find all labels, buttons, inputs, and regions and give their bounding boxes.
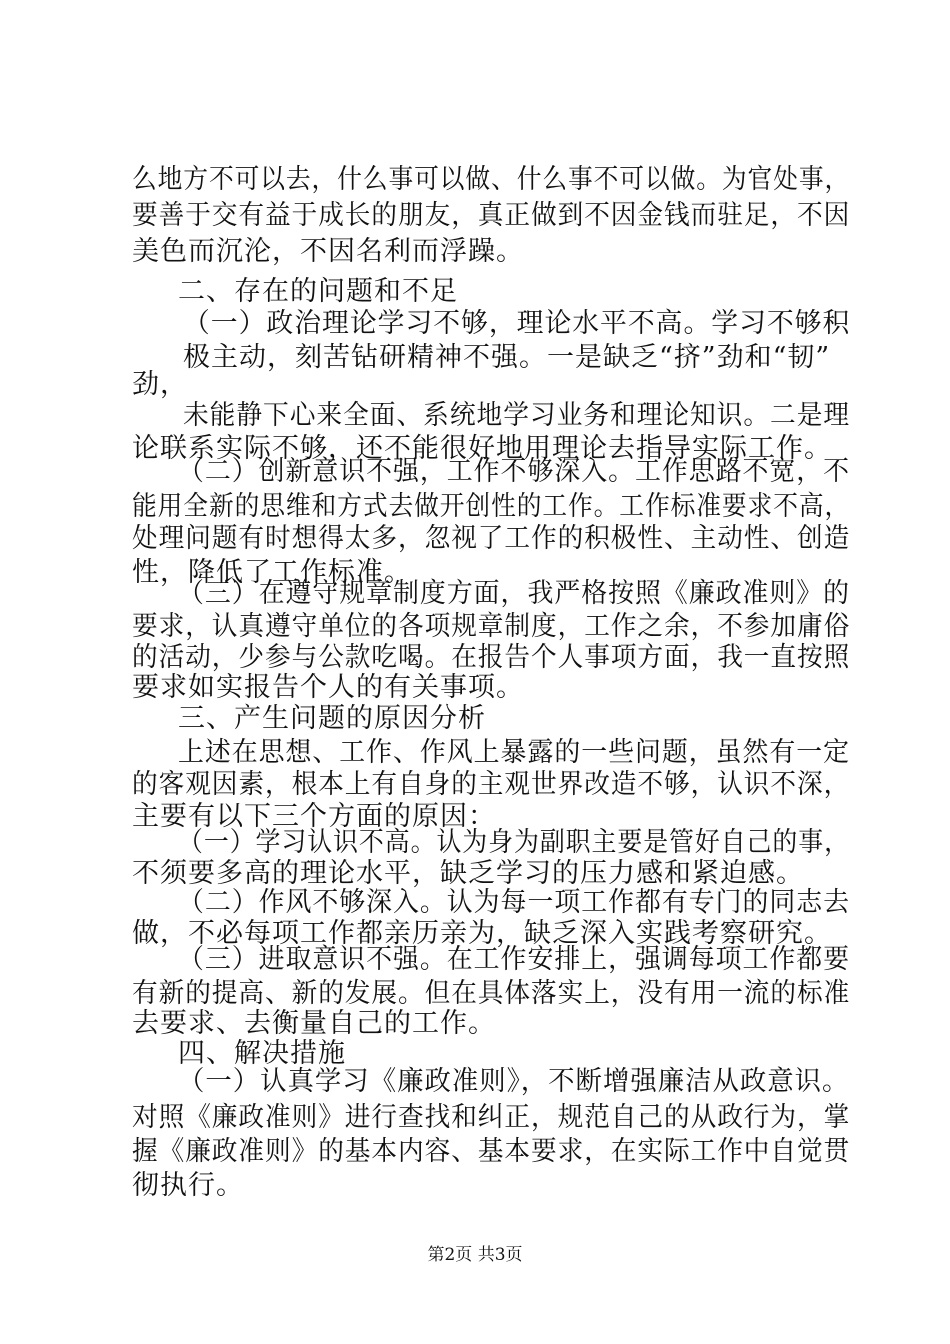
text-line: 性，降低了工作标准。	[132, 557, 412, 588]
text-line: （二）作风不够深入。认为每一项工作都有专门的同志去	[178, 887, 850, 918]
text-line: 的客观因素，根本上有自身的主观世界改造不够，认识不深，	[132, 769, 851, 800]
text-line: 握《廉政准则》的基本内容、基本要求，在实际工作中自觉贯	[132, 1136, 851, 1167]
text-line: 有新的提高、新的发展。但在具体落实上，没有用一流的标准	[132, 978, 851, 1009]
text-line: 对照《廉政准则》进行查找和纠正，规范自己的从政行为，掌	[132, 1102, 851, 1133]
text-line: 处理问题有时想得太多，忽视了工作的积极性、主动性、创造	[132, 523, 851, 554]
text-line: 未能静下心来全面、系统地学习业务和理论知识。二是理	[183, 400, 851, 431]
page-number-footer: 第2页 共3页	[427, 1245, 523, 1265]
text-line: （三）在遵守规章制度方面，我严格按照《廉政准则》的	[178, 578, 850, 609]
text-line: 去要求、去衡量自己的工作。	[132, 1008, 496, 1039]
text-line: 主要有以下三个方面的原因：	[132, 801, 496, 832]
text-line: （一）政治理论学习不够，理论水平不高。学习不够积	[183, 308, 851, 339]
section-heading: 二、存在的问题和不足	[178, 276, 458, 307]
text-line: 能用全新的思维和方式去做开创性的工作。工作标准要求不高，	[132, 491, 851, 522]
text-line: 要善于交有益于成长的朋友，真正做到不因金钱而驻足，不因	[132, 200, 851, 231]
text-line: 做，不必每项工作都亲历亲为，缺乏深入实践考察研究。	[132, 918, 832, 949]
text-line: 么地方不可以去，什么事可以做、什么事不可以做。为官处事，	[132, 164, 851, 195]
text-line: （三）进取意识不强。在工作安排上，强调每项工作都要	[178, 944, 850, 975]
text-line: 美色而沉沦，不因名利而浮躁。	[132, 236, 524, 267]
text-line: （一）学习认识不高。认为身为副职主要是管好自己的事，	[178, 827, 850, 858]
text-line: 劲，	[132, 369, 188, 400]
text-line: 不须要多高的理论水平，缺乏学习的压力感和紧迫感。	[132, 858, 804, 889]
section-heading: 四、解决措施	[178, 1038, 346, 1069]
text-line: 要求如实报告个人的有关事项。	[132, 672, 524, 703]
text-line: （二）创新意识不强，工作不够深入。工作思路不宽，不	[178, 456, 850, 487]
section-heading: 三、产生问题的原因分析	[178, 703, 486, 734]
text-line: 彻执行。	[132, 1170, 244, 1201]
text-line: 极主动，刻苦钻研精神不强。一是缺乏“挤”劲和“韧”	[183, 342, 831, 373]
text-line: 要求，认真遵守单位的各项规章制度，工作之余，不参加庸俗	[132, 611, 851, 642]
text-line: 上述在思想、工作、作风上暴露的一些问题，虽然有一定	[178, 737, 850, 768]
text-line: （一）认真学习《廉政准则》，不断增强廉洁从政意识。	[178, 1066, 850, 1097]
text-line: 的活动，少参与公款吃喝。在报告个人事项方面，我一直按照	[132, 642, 851, 673]
text-line: 论联系实际不够，还不能很好地用理论去指导实际工作。	[132, 433, 832, 464]
